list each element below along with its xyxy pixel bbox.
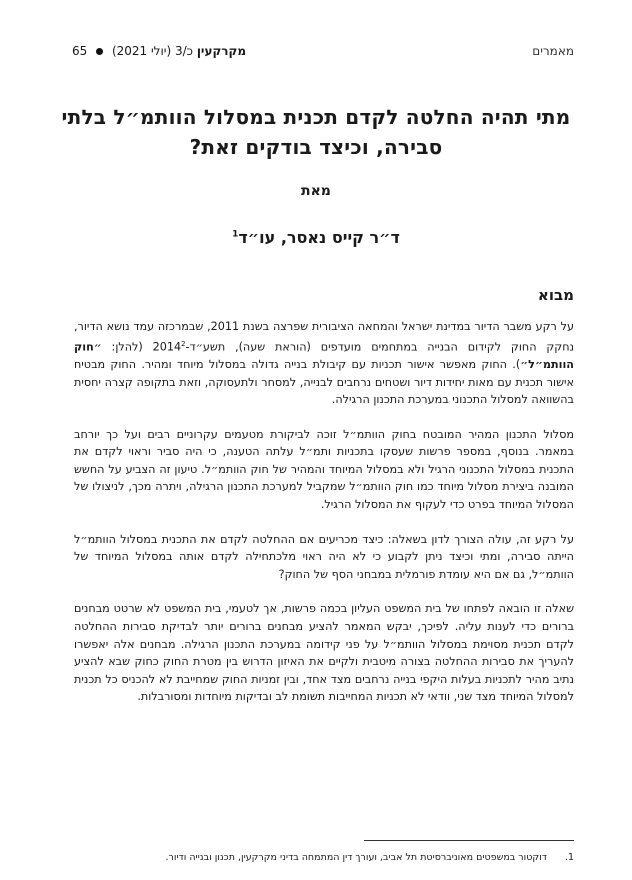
footnote (74, 852, 574, 863)
paragraph: מסלול התכנון המהיר המובטח בחוק הוותמ״ל זוכה לביקורת מטעמים עקרוניים רבים ועל כך יורחב במאמר. בנוסף, במספר פרשות שעסקו בתכניות ותמ״ל עלתה הטענה, כי היה סביר וראוי לקדם את התכנית במסלול התכנוני הרגיל ולא במסלול המיוחד והמהיר של חוק הוותמ״ל. טיעון זה הצביע על החשש המובנה ביצירת מסלול מיוחד כמו חוק הוותמ״ל שמקביל למערכת התכנון הרגילה, ויתרה מכך, לניצולו של המסלול המיוחד בפרט כדי לעקוף את המסלול הרגיל. (74, 427, 574, 512)
journal-name: מקרקעין (196, 44, 247, 58)
paragraph: על רקע משבר הדיור במדינת ישראל והמחאה הציבורית שפרצה בשנת 2011, שבמרכזה עמד נושא הדיור, נחקק החוק לקידום הבנייה במתחמים מועדפים (הוראת שעה), תשע״ד-2014$^2$ (להלן: ״חוק הוותמ״ל״). החוק מאפשר אישור תכניות עם קיבולת בנייה גדולה במסלול מיוחד ומהיר. החוק מבטיח אישור תכנית עם מאות יחידות דיור ושטחים נרחבים לבנייה, למסחר ולתעסוקה, וזאת בתקופה קצרה יחסית בהשוואה למסלול התכנוני במערכת התכנון הרגילה. (74, 320, 574, 407)
section-label: מאמרים (532, 44, 574, 58)
footnote-divider (364, 840, 574, 841)
page-number: 65 (72, 44, 88, 58)
article-title: מתי תהיה החלטה לקדם תכנית במסלול הוותמ״ל בלתי סבירה, וכיצד בודקים זאת? (61, 105, 571, 159)
paragraph: על רקע זה, עולה הצורך לדון בשאלה: כיצד מכריעים אם ההחלטה לקדם את התכנית במסלול הוותמ״ל הייתה סבירה, ומתי וכיצד ניתן לקבוע כי לא היה ראוי מלכתחילה לקדם אותה במסלול המיוחד של הוותמ״ל, גם אם היא עומדת פורמלית במבחני הסף של החוק? (74, 532, 574, 581)
journal-issue: כ/3 (יולי 2021) (111, 44, 193, 58)
running-header (72, 44, 574, 64)
footnote-text: דוקטור במשפטים מאוניברסיטת תל אביב, ועורך דין המתמחה בדיני מקרקעין, תכנון ובנייה ודיור. (165, 852, 547, 863)
bullet-icon (96, 48, 103, 55)
footnote-ref[interactable]: 2 (181, 339, 186, 348)
article-body (74, 318, 574, 706)
journal-info (72, 44, 246, 58)
author (0, 228, 632, 247)
footnote-number: 1. (564, 852, 574, 863)
author-footnote-marker[interactable]: 1 (232, 229, 239, 240)
author-name: ד״ר קייס נאסר, עו״ד (238, 228, 400, 247)
byline: מאת (301, 183, 331, 199)
section-heading: מבוא (537, 286, 574, 304)
paragraph: שאלה זו הובאה לפתחו של בית המשפט העליון בכמה פרשות, אך לטעמי, בית המשפט לא שרטט מבחנים ברורים כדי לענות עליה. לפיכך, יבקש המאמר להציע מבחנים ברורים יותר לבדיקת סבירות ההחלטה לקדם תכנית מסוימת במסלול הוותמ״ל על פני קידומה במערכת התכנון הרגילה. מבחנים אלה יאפשרו להעריך את סבירות ההחלטה בצורה מיטבית ולקיים את האיזון הדרוש בין מטרת החוק כחוק שבא להציע נתיב מהיר לתכניות בעלות היקפי בנייה נרחבים מצד אחד, ובין זמניות החוק שמחייבת לא להכניס כל תכנית למסלול המיוחד מצד שני, וודאי לא תכניות המחייבות תשומת לב ובדיקות מיוחדות ומסורבלות. (74, 602, 574, 704)
defined-term: ״חוק הוותמ״ל״ (74, 340, 574, 371)
